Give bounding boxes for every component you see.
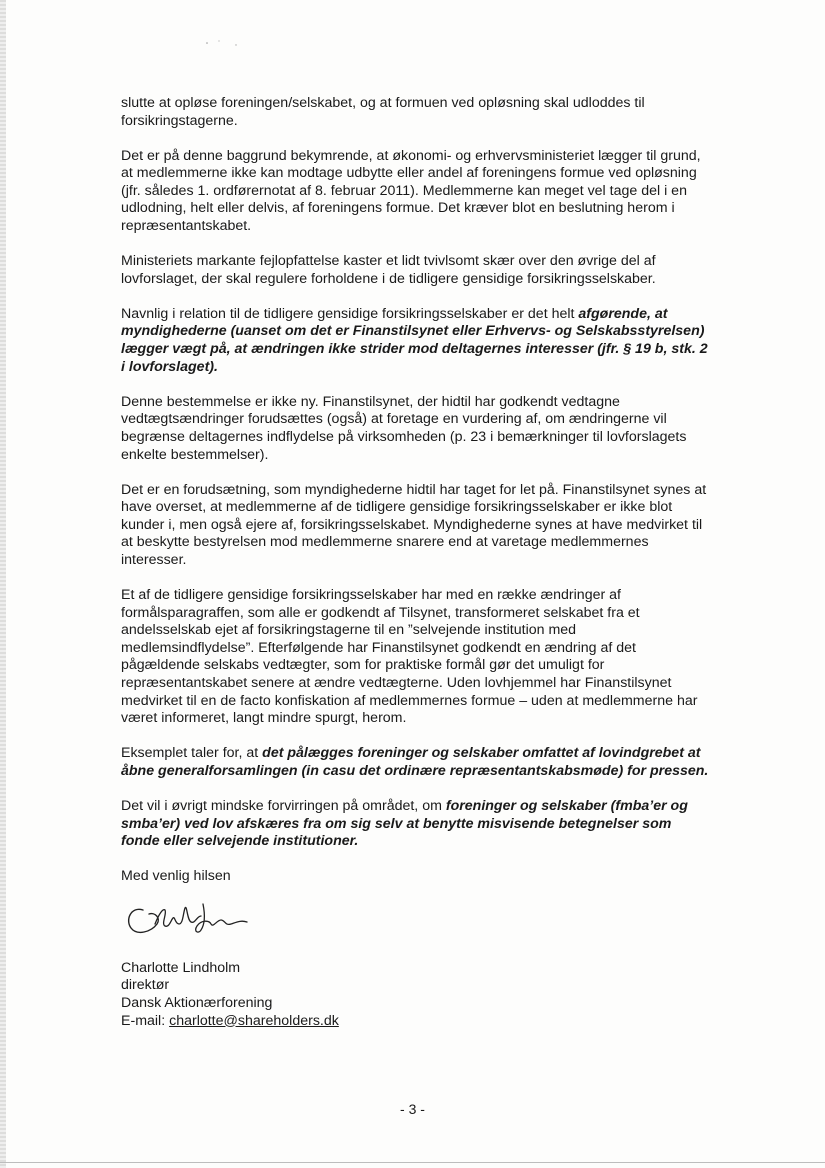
paragraph <box>121 306 713 376</box>
emphasized-text: afgørende, at myndighederne (uanset om det er Finanstilsynet eller Erhvervs- og Selskabsstyrelsen) lægger vægt på, at ændringen ikke strider mod deltagernes interesser (jfr. § 19 b, stk. 2 i lovforslaget). <box>121 305 708 375</box>
closing-greeting: Med venlig hilsen <box>121 868 231 885</box>
paragraph <box>121 148 713 236</box>
body-text: Et af de tidligere gensidige forsikringsselskaber har med en række ændringer af formålsparagraffen, som alle er godkendt af Tilsynet, transformeret selskabet fra et andelsselskab ejet af forsikringstagerne til en ”selvejende institution med medlemsindflydelse”. Efterfølgende har Finanstilsynet godkendt en ændring af det pågældende selskabs vedtægter, som for praktiske formål gør det umuligt for repræsentantskabet senere at ændre vedtægterne. Uden lovhjemmel har Finanstilsynet medvirket til en de facto konfiskation af medlemmernes formue – uden at medlemmerne har været informeret, langt mindre spurgt, herom. <box>121 587 698 727</box>
scan-edge-bottom <box>0 1162 825 1163</box>
emphasized-text: foreninger og selskaber (fmba’er og smba’er) ved lov afskæres fra om sig selv at benytte misvisende betegnelser som fonde eller selvejende institutioner. <box>121 798 688 850</box>
scan-specks <box>205 38 245 48</box>
paragraph-list <box>121 95 713 851</box>
letter-body <box>121 95 713 1030</box>
body-text: Det vil i øvrigt mindske forvirringen på området, om <box>121 798 446 814</box>
paragraph <box>121 745 713 780</box>
email-link[interactable]: charlotte@shareholders.dk <box>169 1012 339 1029</box>
body-text: Eksemplet taler for, at <box>121 745 263 762</box>
paragraph <box>121 95 713 130</box>
body-text: slutte at opløse foreningen/selskabet, og at formuen ved opløsning skal udloddes til forsikringstagerne. <box>121 95 645 129</box>
body-text: Denne bestemmelse er ikke ny. Finanstilsynet, der hidtil har godkendt vedtagne vedtægtsændringer forudsættes (også) at foretage en vurdering af, om ændringerne vil begrænse deltagernes indflydelse på virksomheden (p. 23 i bemærkninger til lovforslagets enkelte bestemmelser). <box>121 393 687 463</box>
body-text: Navnlig i relation til de tidligere gensidige forsikringsselskaber er det helt <box>121 305 579 322</box>
emphasized-text: det pålægges foreninger og selskaber omfattet af lovindgrebet at åbne generalforsamlingen (in casu det ordinære repræsentantskabsmøde) for pressen. <box>121 745 709 779</box>
sender-name: Charlotte Lindholm <box>121 959 241 976</box>
paragraph <box>121 394 713 464</box>
body-text: Det er på denne baggrund bekymrende, at økonomi- og erhvervsministeriet lægger til grund, at medlemmerne ikke kan modtage udbytte eller andel af foreningens formue ved opløsning (jfr. således 1. ordførernotat af 8. februar 2011). Medlemmerne kan meget vel tage del i en udlodning, helt eller delvis, af foreningens formue. Det kræver blot en beslutning herom i repræsentantskabet. <box>121 147 701 235</box>
paragraph <box>121 587 713 728</box>
body-text: Det er en forudsætning, som myndighederne hidtil har taget for let på. Finanstilsynet synes at have overset, at medlemmerne af de tidligere gensidige forsikringsselskaber er ikke blot kunder i, men også ejere af, forsikringsselskabet. Myndighederne synes at have medvirket til at beskytte bestyrelsen mod medlemmerne snarere end at varetage medlemmernes interesser. <box>121 481 707 568</box>
sender-title: direktør <box>121 977 170 994</box>
email-label: E-mail: <box>121 1012 170 1029</box>
page-number: - 3 - <box>400 1101 425 1117</box>
paragraph <box>121 482 713 570</box>
sender-email-line <box>121 1013 713 1031</box>
sender-organization: Dansk Aktionærforening <box>121 995 273 1012</box>
scan-edge <box>0 0 6 1168</box>
paragraph <box>121 253 713 288</box>
body-text: Ministeriets markante fejlopfattelse kaster et lidt tvivlsomt skær over den øvrige del af lovforslaget, der skal regulere forholdene i de tidligere gensidige forsikringsselskaber. <box>121 253 656 287</box>
signature <box>121 890 261 946</box>
paragraph <box>121 798 713 851</box>
signature-icon <box>121 890 261 946</box>
